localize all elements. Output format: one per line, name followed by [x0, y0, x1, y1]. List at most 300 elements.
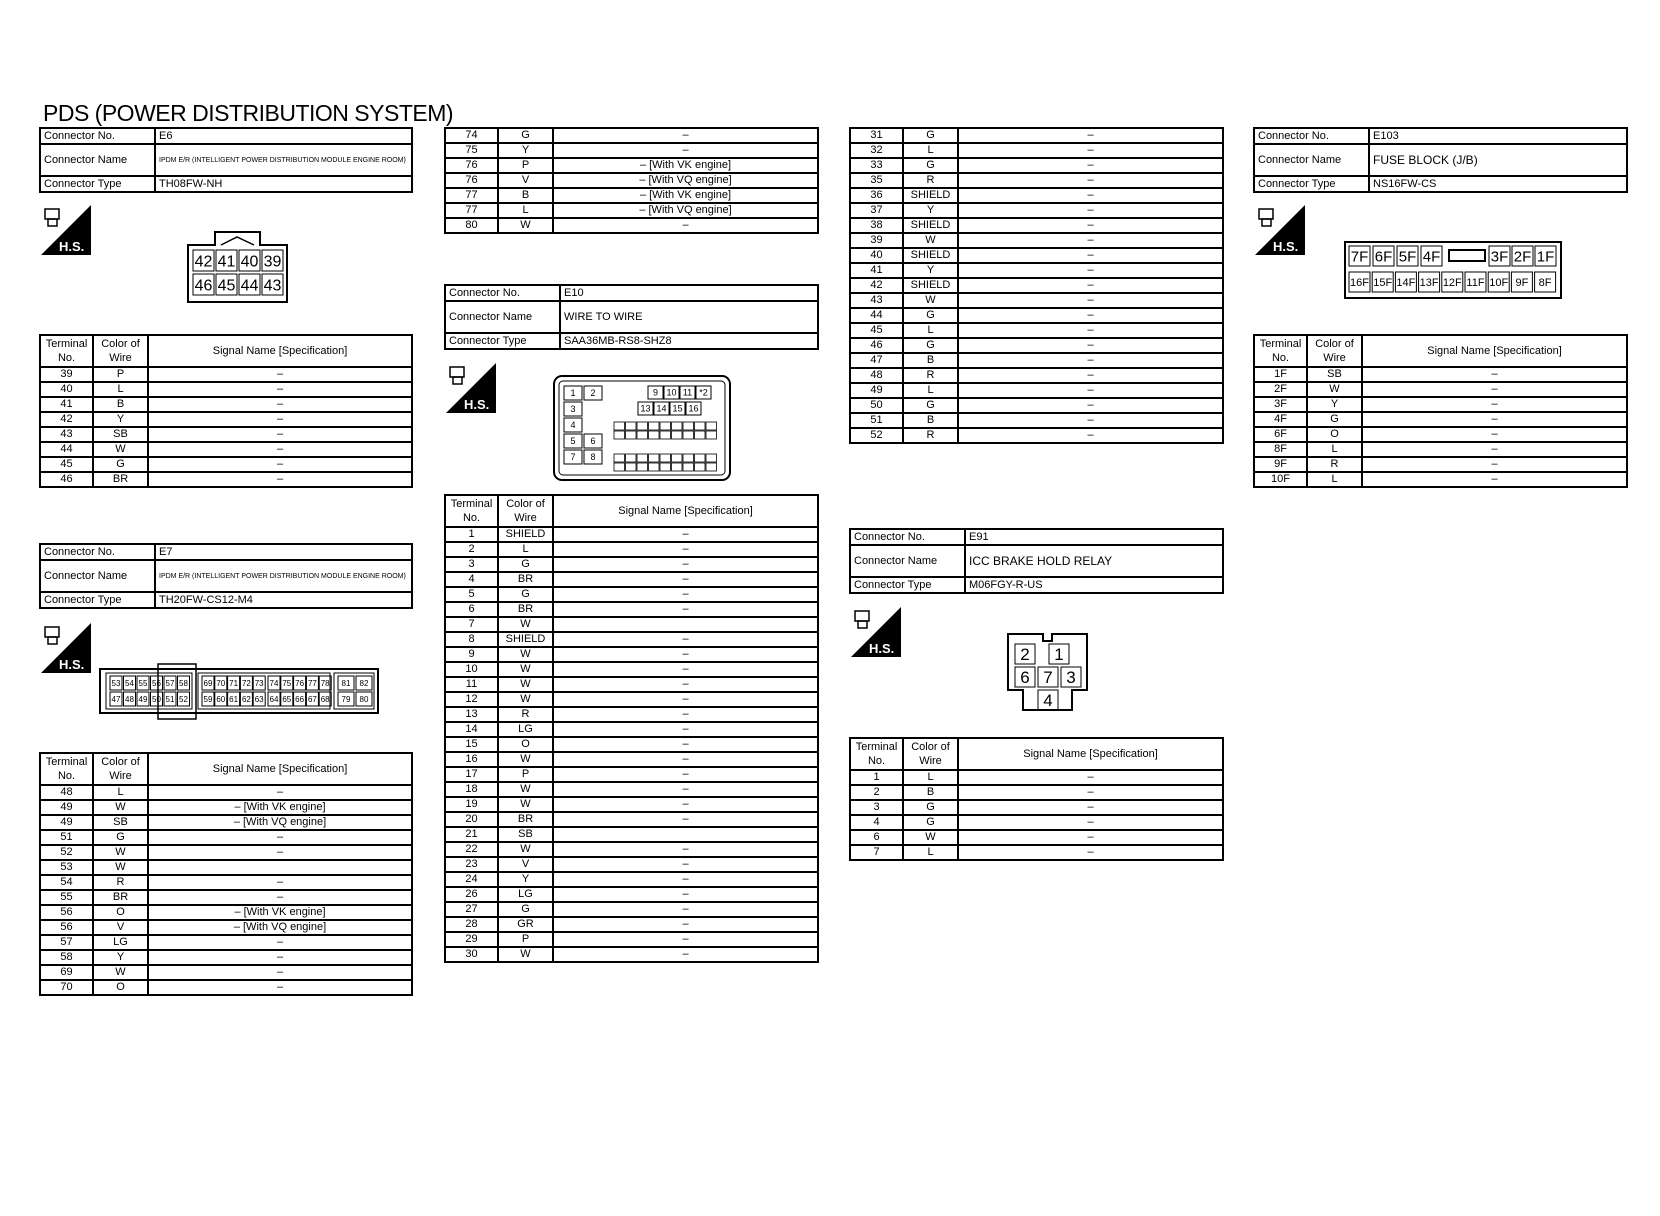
table-row	[445, 632, 818, 647]
signal-cell: –	[1362, 442, 1627, 457]
wire-color-cell: W	[93, 965, 148, 980]
terminal-cell: 27	[445, 902, 498, 917]
table-row	[850, 368, 1223, 383]
signal-cell: –	[553, 143, 818, 158]
connector-no-label: Connector No.	[40, 544, 155, 560]
pin-number: 5	[570, 436, 576, 447]
table-row	[445, 527, 818, 542]
terminal-cell: 19	[445, 797, 498, 812]
wire-color-cell: LG	[498, 722, 553, 737]
signal-cell: –	[1362, 412, 1627, 427]
table-row	[445, 128, 818, 143]
signal-cell: –	[958, 188, 1223, 203]
pin-number: 15F	[1373, 276, 1393, 289]
terminal-cell: 6	[850, 830, 903, 845]
wire-color-cell: W	[498, 782, 553, 797]
signal-cell: –	[958, 278, 1223, 293]
pin-number: 4	[570, 420, 576, 431]
table-row	[445, 902, 818, 917]
wire-color-cell: V	[498, 857, 553, 872]
signal-cell: – [With VQ engine]	[148, 920, 412, 935]
signal-cell: –	[553, 947, 818, 962]
terminal-cell: 35	[850, 173, 903, 188]
connector-type-label: Connector Type	[850, 577, 965, 593]
wire-color-cell: G	[1307, 412, 1362, 427]
connector-name-value: WIRE TO WIRE	[560, 301, 818, 333]
terminal-cell: 16	[445, 752, 498, 767]
table-row	[445, 947, 818, 962]
table-row	[850, 323, 1223, 338]
pin-number: 8F	[1538, 276, 1552, 289]
wire-color-cell: Y	[498, 872, 553, 887]
wire-color-cell: L	[93, 382, 148, 397]
signal-cell: –	[958, 143, 1223, 158]
wire-color-cell: SB	[93, 427, 148, 442]
pin-number: 14	[656, 403, 667, 414]
hs-badge-icon	[446, 363, 496, 413]
table-row	[445, 143, 818, 158]
wire-color-cell: LG	[93, 935, 148, 950]
terminal-cell: 58	[40, 950, 93, 965]
terminal-cell: 6F	[1254, 427, 1307, 442]
table-row	[1254, 472, 1627, 487]
signal-cell: –	[553, 752, 818, 767]
connector-e103-pin-table	[1253, 334, 1628, 488]
terminal-cell: 52	[850, 428, 903, 443]
signal-cell: –	[148, 397, 412, 412]
terminal-cell: 1F	[1254, 367, 1307, 382]
wire-color-cell: BR	[93, 890, 148, 905]
pin-number: 59	[203, 694, 213, 704]
pin-number: 71	[229, 678, 239, 688]
terminal-cell: 49	[40, 800, 93, 815]
table-row	[40, 785, 412, 800]
table-row	[445, 827, 818, 842]
terminal-cell: 45	[40, 457, 93, 472]
terminal-cell: 14	[445, 722, 498, 737]
connector-no-value: E91	[965, 529, 1223, 545]
wire-color-cell: W	[498, 617, 553, 632]
pin-number: 42	[194, 253, 213, 271]
wire-color-cell: G	[903, 338, 958, 353]
wire-color-cell: L	[93, 785, 148, 800]
terminal-cell: 69	[40, 965, 93, 980]
terminal-cell: 56	[40, 905, 93, 920]
signal-cell: –	[958, 218, 1223, 233]
connector-e6-pin-table	[39, 334, 413, 488]
connector-name-label: Connector Name	[40, 144, 155, 176]
wire-color-cell: W	[498, 677, 553, 692]
terminal-cell: 39	[40, 367, 93, 382]
pin-number: 75	[282, 678, 292, 688]
wire-color-cell: BR	[93, 472, 148, 487]
signal-cell: –	[553, 842, 818, 857]
connector-e103-face	[1343, 240, 1563, 300]
signal-cell: –	[148, 950, 412, 965]
signal-cell: –	[553, 677, 818, 692]
terminal-cell: 10	[445, 662, 498, 677]
wire-color-cell: G	[93, 830, 148, 845]
terminal-cell: 28	[445, 917, 498, 932]
connector-no-label: Connector No.	[1254, 128, 1369, 144]
connector-no-value: E6	[155, 128, 412, 144]
pin-number: 54	[125, 678, 134, 688]
pin-number: 8	[590, 452, 596, 463]
pin-number: *2	[699, 387, 708, 398]
pin-number: 11	[682, 387, 693, 398]
signal-cell: –	[958, 248, 1223, 263]
signal-cell: –	[553, 218, 818, 233]
table-row	[850, 203, 1223, 218]
connector-type-value: TH08FW-NH	[155, 176, 412, 192]
terminal-cell: 9	[445, 647, 498, 662]
wire-color-cell: W	[498, 218, 553, 233]
signal-cell: –	[1362, 427, 1627, 442]
wire-color-cell: W	[903, 830, 958, 845]
terminal-cell: 20	[445, 812, 498, 827]
connector-e6-header	[39, 127, 413, 193]
pin-number: 6F	[1374, 248, 1393, 266]
terminal-cell: 74	[445, 128, 498, 143]
terminal-cell: 40	[850, 248, 903, 263]
signal-cell: –	[148, 845, 412, 860]
wire-color-cell: B	[498, 188, 553, 203]
terminal-no-header: Terminal No.	[40, 335, 93, 367]
terminal-cell: 2	[850, 785, 903, 800]
table-row	[445, 587, 818, 602]
connector-name-value: FUSE BLOCK (J/B)	[1369, 144, 1627, 176]
table-row	[40, 875, 412, 890]
signal-name-header: Signal Name [Specification]	[553, 495, 818, 527]
signal-cell: –	[148, 830, 412, 845]
signal-cell: –	[1362, 457, 1627, 472]
table-row	[445, 647, 818, 662]
table-row	[445, 782, 818, 797]
table-row	[1254, 397, 1627, 412]
signal-cell: –	[553, 572, 818, 587]
pin-number: 43	[263, 277, 282, 295]
table-row	[40, 412, 412, 427]
wire-color-cell: B	[903, 413, 958, 428]
pin-number: 61	[229, 694, 239, 704]
terminal-no-header: Terminal No.	[40, 753, 93, 785]
connector-no-label: Connector No.	[445, 285, 560, 301]
table-row	[445, 872, 818, 887]
wire-color-cell: O	[93, 980, 148, 995]
signal-cell: –	[958, 845, 1223, 860]
signal-name-header: Signal Name [Specification]	[148, 335, 412, 367]
connector-no-value: E7	[155, 544, 412, 560]
table-row	[445, 188, 818, 203]
signal-cell	[553, 617, 818, 632]
pin-number: 60	[216, 694, 226, 704]
signal-cell: –	[553, 812, 818, 827]
terminal-cell: 33	[850, 158, 903, 173]
table-row	[445, 557, 818, 572]
pin-number: 1	[570, 388, 576, 399]
signal-cell: –	[958, 428, 1223, 443]
connector-e103-header	[1253, 127, 1628, 193]
terminal-cell: 22	[445, 842, 498, 857]
pin-number: 58	[179, 678, 188, 688]
wire-color-cell: R	[903, 428, 958, 443]
pin-number: 3F	[1490, 248, 1509, 266]
pin-number: 79	[341, 694, 351, 704]
pin-number: 1	[1054, 645, 1064, 665]
pin-number: 39	[263, 253, 282, 271]
table-row	[40, 935, 412, 950]
wire-color-cell: P	[498, 932, 553, 947]
wire-color-cell: V	[93, 920, 148, 935]
signal-cell: –	[148, 382, 412, 397]
pin-number: 7	[1043, 668, 1053, 688]
terminal-cell: 7	[445, 617, 498, 632]
pin-number: 56	[152, 678, 161, 688]
signal-cell: – [With VK engine]	[148, 905, 412, 920]
pin-number: 7	[570, 452, 576, 463]
pin-number: 44	[240, 277, 259, 295]
connector-e6-face	[185, 230, 290, 305]
terminal-cell: 70	[40, 980, 93, 995]
terminal-cell: 48	[40, 785, 93, 800]
signal-cell	[553, 827, 818, 842]
signal-cell: –	[148, 875, 412, 890]
pin-number: 74	[269, 678, 279, 688]
terminal-cell: 56	[40, 920, 93, 935]
pin-number: 3	[1066, 668, 1076, 688]
signal-cell: –	[553, 692, 818, 707]
pin-number: 55	[138, 678, 148, 688]
connector-name-label: Connector Name	[850, 545, 965, 577]
table-row	[445, 602, 818, 617]
signal-cell: –	[148, 457, 412, 472]
pin-number: 9F	[1515, 276, 1529, 289]
signal-cell: –	[553, 602, 818, 617]
terminal-cell: 44	[850, 308, 903, 323]
connector-e7-continued-table	[444, 127, 819, 234]
terminal-cell: 46	[40, 472, 93, 487]
signal-cell: –	[148, 965, 412, 980]
wire-color-cell: R	[903, 368, 958, 383]
table-row	[40, 830, 412, 845]
table-row	[850, 845, 1223, 860]
wire-color-cell: W	[93, 860, 148, 875]
table-row	[1254, 457, 1627, 472]
terminal-cell: 43	[40, 427, 93, 442]
terminal-cell: 51	[850, 413, 903, 428]
wire-color-cell: O	[1307, 427, 1362, 442]
signal-cell: –	[553, 797, 818, 812]
terminal-cell: 40	[40, 382, 93, 397]
table-row	[40, 950, 412, 965]
connector-name-label: Connector Name	[445, 301, 560, 333]
table-row	[850, 188, 1223, 203]
pin-number: 80	[359, 694, 369, 704]
signal-cell: –	[148, 785, 412, 800]
terminal-cell: 13	[445, 707, 498, 722]
signal-cell: –	[553, 527, 818, 542]
table-row	[1254, 412, 1627, 427]
wire-color-cell: SB	[498, 827, 553, 842]
table-row	[850, 770, 1223, 785]
connector-e10-continued-table	[849, 127, 1224, 444]
signal-cell: –	[958, 158, 1223, 173]
wire-color-cell: G	[498, 128, 553, 143]
connector-name-value: ICC BRAKE HOLD RELAY	[965, 545, 1223, 577]
hs-badge-icon	[41, 205, 91, 255]
wire-color-cell: L	[903, 323, 958, 338]
terminal-cell: 54	[40, 875, 93, 890]
table-row	[40, 980, 412, 995]
pin-number: 68	[320, 694, 330, 704]
table-row	[850, 785, 1223, 800]
signal-cell: –	[148, 427, 412, 442]
table-row	[850, 428, 1223, 443]
pin-number: 76	[295, 678, 305, 688]
terminal-cell: 44	[40, 442, 93, 457]
terminal-cell: 41	[850, 263, 903, 278]
signal-cell: –	[553, 707, 818, 722]
wire-color-cell: G	[903, 128, 958, 143]
color-of-wire-header: Color of Wire	[1307, 335, 1362, 367]
connector-type-value: M06FGY-R-US	[965, 577, 1223, 593]
connector-name-value: IPDM E/R (INTELLIGENT POWER DISTRIBUTION MODULE ENGINE ROOM)	[155, 560, 412, 592]
signal-cell: – [With VK engine]	[553, 158, 818, 173]
terminal-cell: 32	[850, 143, 903, 158]
table-row	[445, 737, 818, 752]
signal-cell	[148, 860, 412, 875]
table-row	[40, 800, 412, 815]
wire-color-cell: Y	[93, 950, 148, 965]
signal-cell: –	[958, 308, 1223, 323]
pin-number: 6	[590, 436, 596, 447]
terminal-cell: 1	[850, 770, 903, 785]
table-row	[850, 128, 1223, 143]
signal-cell: –	[958, 323, 1223, 338]
pin-number: 3	[570, 404, 576, 415]
connector-e91-pin-table	[849, 737, 1224, 861]
table-row	[40, 397, 412, 412]
wire-color-cell: O	[498, 737, 553, 752]
terminal-cell: 6	[445, 602, 498, 617]
signal-cell: –	[1362, 472, 1627, 487]
signal-cell: –	[958, 263, 1223, 278]
pin-number: 57	[165, 678, 175, 688]
table-row	[445, 797, 818, 812]
connector-no-label: Connector No.	[40, 128, 155, 144]
signal-cell: –	[553, 782, 818, 797]
connector-e7-pin-table	[39, 752, 413, 996]
wire-color-cell: LG	[498, 887, 553, 902]
wire-color-cell: W	[93, 442, 148, 457]
wire-color-cell: W	[498, 797, 553, 812]
connector-e10-header	[444, 284, 819, 350]
table-row	[850, 263, 1223, 278]
signal-cell: –	[958, 233, 1223, 248]
terminal-cell: 77	[445, 188, 498, 203]
pin-number: 10	[666, 387, 677, 398]
terminal-cell: 38	[850, 218, 903, 233]
wire-color-cell: SHIELD	[498, 527, 553, 542]
terminal-cell: 3	[445, 557, 498, 572]
page-title: PDS (POWER DISTRIBUTION SYSTEM)	[43, 100, 454, 126]
terminal-cell: 77	[445, 203, 498, 218]
terminal-cell: 55	[40, 890, 93, 905]
terminal-cell: 36	[850, 188, 903, 203]
terminal-cell: 76	[445, 158, 498, 173]
wire-color-cell: G	[903, 308, 958, 323]
table-row	[850, 830, 1223, 845]
table-row	[445, 887, 818, 902]
signal-cell: –	[553, 587, 818, 602]
table-row	[850, 398, 1223, 413]
wire-color-cell: BR	[498, 602, 553, 617]
pin-number: 4F	[1422, 248, 1441, 266]
color-of-wire-header: Color of Wire	[903, 738, 958, 770]
terminal-cell: 21	[445, 827, 498, 842]
table-row	[40, 472, 412, 487]
terminal-cell: 51	[40, 830, 93, 845]
table-row	[445, 158, 818, 173]
terminal-cell: 31	[850, 128, 903, 143]
wire-color-cell: Y	[903, 263, 958, 278]
terminal-cell: 8F	[1254, 442, 1307, 457]
connector-no-value: E103	[1369, 128, 1627, 144]
table-row	[850, 143, 1223, 158]
terminal-cell: 75	[445, 143, 498, 158]
terminal-cell: 4	[850, 815, 903, 830]
connector-e10-pin-table	[444, 494, 819, 963]
terminal-cell: 50	[850, 398, 903, 413]
table-row	[850, 158, 1223, 173]
wire-color-cell: G	[903, 158, 958, 173]
wire-color-cell: G	[903, 398, 958, 413]
wire-color-cell: W	[498, 842, 553, 857]
pin-number: 13	[640, 403, 651, 414]
terminal-cell: 46	[850, 338, 903, 353]
hs-badge-icon	[1255, 205, 1305, 255]
terminal-cell: 52	[40, 845, 93, 860]
pin-number: 52	[179, 694, 188, 704]
hs-badge-icon	[41, 623, 91, 673]
pin-number: 47	[111, 694, 121, 704]
hs-badge-icon	[851, 607, 901, 657]
wire-color-cell: Y	[498, 143, 553, 158]
wire-color-cell: P	[498, 158, 553, 173]
table-row	[850, 815, 1223, 830]
color-of-wire-header: Color of Wire	[93, 753, 148, 785]
pin-number: 81	[341, 678, 351, 688]
pin-number: 16	[688, 403, 699, 414]
terminal-cell: 39	[850, 233, 903, 248]
terminal-no-header: Terminal No.	[1254, 335, 1307, 367]
color-of-wire-header: Color of Wire	[498, 495, 553, 527]
connector-name-label: Connector Name	[1254, 144, 1369, 176]
wire-color-cell: L	[1307, 472, 1362, 487]
terminal-cell: 53	[40, 860, 93, 875]
signal-cell: –	[553, 737, 818, 752]
pin-number: 7F	[1350, 248, 1369, 266]
table-row	[1254, 367, 1627, 382]
terminal-cell: 26	[445, 887, 498, 902]
signal-cell: – [With VK engine]	[553, 188, 818, 203]
pin-number: 2	[1020, 645, 1030, 665]
table-row	[445, 692, 818, 707]
terminal-cell: 41	[40, 397, 93, 412]
table-row	[40, 965, 412, 980]
terminal-cell: 43	[850, 293, 903, 308]
signal-cell: –	[1362, 397, 1627, 412]
